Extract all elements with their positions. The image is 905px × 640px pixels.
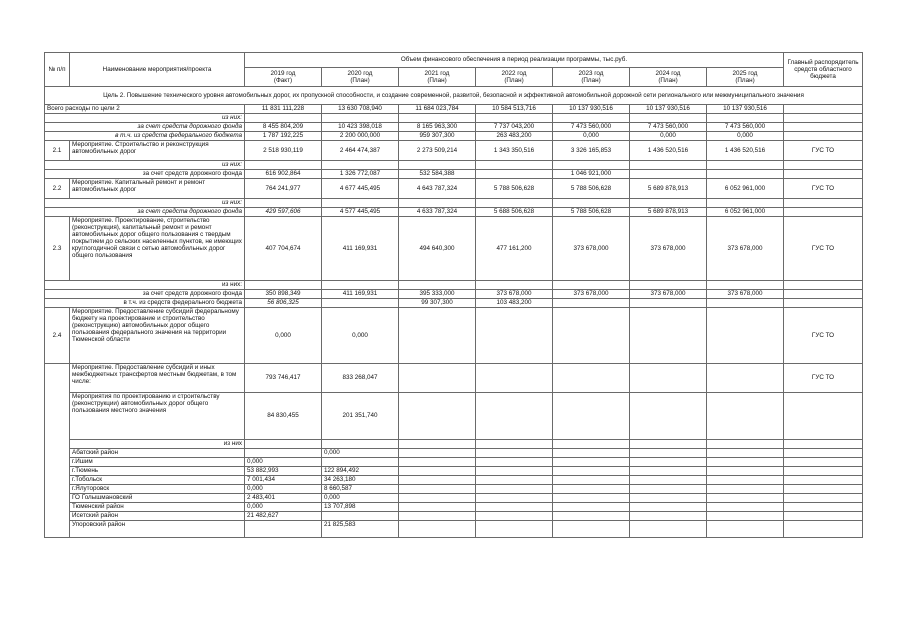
header-name: Наименование мероприятия/проекта bbox=[70, 53, 245, 87]
cell: 6 052 961,000 bbox=[707, 208, 784, 217]
header-row-1 bbox=[45, 53, 863, 68]
district-row bbox=[45, 521, 863, 538]
header-year: 2022 год (План) bbox=[476, 68, 553, 87]
cell: 2 518 930,119 bbox=[245, 141, 322, 161]
header-volume: Объем финансового обеспечения в период реализации программы, тыс.руб. bbox=[245, 53, 784, 68]
cell: 350 898,349 bbox=[245, 290, 322, 299]
cell: 21 825,583 bbox=[322, 521, 399, 538]
cell bbox=[553, 308, 630, 364]
table-row bbox=[45, 308, 863, 364]
cell: 0,000 bbox=[245, 458, 322, 467]
cell bbox=[553, 393, 630, 440]
row-label: за счет средств дорожного фонда bbox=[45, 170, 245, 179]
cell: 373 678,000 bbox=[630, 290, 707, 299]
cell bbox=[322, 512, 399, 521]
cell: 5 788 506,628 bbox=[553, 179, 630, 199]
row-label: из них: bbox=[45, 114, 245, 123]
table-row bbox=[45, 141, 863, 161]
cell: 10 137 930,516 bbox=[630, 105, 707, 114]
table-row bbox=[45, 440, 863, 449]
row-label: Мероприятие. Проектирование, строительство (реконструкция), капитальный ремонт и ремонт автомобильных дорог общего пользования с твердым покрытием до сельских населенных пунктов, не имеющих круглогодичной связи с сетью автомобильных дорог общего пользования bbox=[70, 217, 245, 281]
cell: 4 633 787,324 bbox=[399, 208, 476, 217]
cell: 10 423 398,018 bbox=[322, 123, 399, 132]
cell: 1 326 772,087 bbox=[322, 170, 399, 179]
cell: 10 137 930,516 bbox=[707, 105, 784, 114]
row-label: Мероприятие. Строительство и реконструкция автомобильных дорог bbox=[70, 141, 245, 161]
cell: 4 643 787,324 bbox=[399, 179, 476, 199]
cell: 5 689 878,913 bbox=[630, 179, 707, 199]
cell: 833 268,047 bbox=[322, 364, 399, 393]
cell: 4 577 445,495 bbox=[322, 208, 399, 217]
cell: 477 161,200 bbox=[476, 217, 553, 281]
cell bbox=[245, 521, 322, 538]
cell: 494 640,300 bbox=[399, 217, 476, 281]
header-year: 2025 год (План) bbox=[707, 68, 784, 87]
cell bbox=[476, 170, 553, 179]
cell: 2 483,401 bbox=[245, 494, 322, 503]
cell: 373 678,000 bbox=[553, 290, 630, 299]
table-row bbox=[45, 105, 863, 114]
header-year: 2020 год (План) bbox=[322, 68, 399, 87]
cell: 793 746,417 bbox=[245, 364, 322, 393]
district-name: Тюменский район bbox=[70, 503, 245, 512]
table-row bbox=[45, 364, 863, 393]
cell bbox=[630, 299, 707, 308]
cell bbox=[553, 299, 630, 308]
table-row bbox=[45, 290, 863, 299]
cell: 10 584 513,716 bbox=[476, 105, 553, 114]
cell: 11 684 023,784 bbox=[399, 105, 476, 114]
cell: 1 046 921,000 bbox=[553, 170, 630, 179]
cell: 5 689 878,913 bbox=[630, 208, 707, 217]
cell: 1 436 520,516 bbox=[630, 141, 707, 161]
cell: 373 678,000 bbox=[553, 217, 630, 281]
cell bbox=[476, 393, 553, 440]
cell: 1 343 350,516 bbox=[476, 141, 553, 161]
district-name: ГО Голышмановский bbox=[70, 494, 245, 503]
cell bbox=[707, 308, 784, 364]
row-label: за счет средств дорожного фонда bbox=[45, 290, 245, 299]
row-num: 2.2 bbox=[45, 179, 70, 199]
header-year: 2023 год (План) bbox=[553, 68, 630, 87]
cell: 0,000 bbox=[322, 449, 399, 458]
cell bbox=[784, 299, 863, 308]
cell bbox=[399, 364, 476, 393]
district-row bbox=[45, 476, 863, 485]
row-label: в т.ч. из средств федерального бюджета bbox=[45, 132, 245, 141]
cell bbox=[630, 170, 707, 179]
cell: 0,000 bbox=[245, 308, 322, 364]
cell: 84 830,455 bbox=[245, 393, 322, 440]
distributor-cell: ГУС ТО bbox=[784, 364, 863, 393]
table-row bbox=[45, 123, 863, 132]
cell bbox=[630, 393, 707, 440]
row-num bbox=[45, 364, 70, 393]
district-name: Исетский район bbox=[70, 512, 245, 521]
table-row bbox=[45, 132, 863, 141]
cell: 56 806,325 bbox=[245, 299, 322, 308]
header-num: № п/п bbox=[45, 53, 70, 87]
cell: 7 737 043,200 bbox=[476, 123, 553, 132]
cell: 8 660,587 bbox=[322, 485, 399, 494]
district-name: Абатский район bbox=[70, 449, 245, 458]
cell: 122 894,492 bbox=[322, 467, 399, 476]
cell: 0,000 bbox=[322, 308, 399, 364]
district-name: г.Ишим bbox=[70, 458, 245, 467]
cell bbox=[630, 364, 707, 393]
cell: 10 137 930,516 bbox=[553, 105, 630, 114]
cell: 8 455 804,209 bbox=[245, 123, 322, 132]
row-label: Мероприятие. Капитальный ремонт и ремонт автомобильных дорог bbox=[70, 179, 245, 199]
row-label: из них: bbox=[45, 161, 245, 170]
header-year: 2021 год (План) bbox=[399, 68, 476, 87]
cell bbox=[784, 105, 863, 114]
district-name: г.Тюмень bbox=[70, 467, 245, 476]
cell: 373 678,000 bbox=[476, 290, 553, 299]
district-row bbox=[45, 485, 863, 494]
table-row bbox=[45, 299, 863, 308]
cell: 0,000 bbox=[630, 132, 707, 141]
cell bbox=[322, 458, 399, 467]
cell bbox=[784, 132, 863, 141]
cell: 616 902,864 bbox=[245, 170, 322, 179]
cell bbox=[784, 170, 863, 179]
cell: 99 307,300 bbox=[399, 299, 476, 308]
row-num: 2.3 bbox=[45, 217, 70, 281]
cell bbox=[784, 208, 863, 217]
cell: 7 473 560,000 bbox=[707, 123, 784, 132]
cell: 7 001,434 bbox=[245, 476, 322, 485]
cell bbox=[476, 364, 553, 393]
row-num: 2.4 bbox=[45, 308, 70, 364]
cell: 411 169,931 bbox=[322, 217, 399, 281]
district-row bbox=[45, 494, 863, 503]
cell bbox=[707, 393, 784, 440]
cell: 959 307,300 bbox=[399, 132, 476, 141]
cell: 4 677 445,495 bbox=[322, 179, 399, 199]
cell: 0,000 bbox=[245, 485, 322, 494]
cell bbox=[707, 170, 784, 179]
cell: 5 688 506,628 bbox=[476, 208, 553, 217]
cell: 429 597,606 bbox=[245, 208, 322, 217]
cell: 103 483,200 bbox=[476, 299, 553, 308]
cell: 373 678,000 bbox=[707, 217, 784, 281]
cell bbox=[245, 449, 322, 458]
cell bbox=[784, 123, 863, 132]
cell: 53 882,993 bbox=[245, 467, 322, 476]
cell: 0,000 bbox=[553, 132, 630, 141]
cell: 1 436 520,516 bbox=[707, 141, 784, 161]
cell: 2 273 509,214 bbox=[399, 141, 476, 161]
cell bbox=[399, 393, 476, 440]
cell: 263 483,200 bbox=[476, 132, 553, 141]
cell: 5 788 506,628 bbox=[476, 179, 553, 199]
cell: 407 704,674 bbox=[245, 217, 322, 281]
cell: 411 169,931 bbox=[322, 290, 399, 299]
district-name: г.Тобольск bbox=[70, 476, 245, 485]
distributor-cell: ГУС ТО bbox=[784, 179, 863, 199]
cell bbox=[630, 308, 707, 364]
table-row bbox=[45, 114, 863, 123]
cell bbox=[476, 308, 553, 364]
cell: 7 473 560,000 bbox=[553, 123, 630, 132]
cell: 0,000 bbox=[707, 132, 784, 141]
cell: 3 326 165,853 bbox=[553, 141, 630, 161]
goal-text: Цель 2. Повышение технического уровня автомобильных дорог, их пропускной способности, и создание современной, развитой, безопасной и эффективной автомобильной дорожной сети регионального или межмуниципального значения bbox=[45, 87, 863, 105]
table-row bbox=[45, 161, 863, 170]
cell: 532 584,388 bbox=[399, 170, 476, 179]
district-row bbox=[45, 449, 863, 458]
cell bbox=[784, 290, 863, 299]
table-row bbox=[45, 217, 863, 281]
row-num bbox=[45, 393, 70, 440]
cell: 1 787 192,225 bbox=[245, 132, 322, 141]
cell: 11 831 111,228 bbox=[245, 105, 322, 114]
cell bbox=[707, 364, 784, 393]
distributor-cell: ГУС ТО bbox=[784, 308, 863, 364]
cell: 5 788 506,628 bbox=[553, 208, 630, 217]
cell: 13 707,898 bbox=[322, 503, 399, 512]
cell: 8 165 963,300 bbox=[399, 123, 476, 132]
cell: 395 333,000 bbox=[399, 290, 476, 299]
table-row bbox=[45, 199, 863, 208]
cell: 34 263,180 bbox=[322, 476, 399, 485]
header-year: 2019 год (Факт) bbox=[245, 68, 322, 87]
cell: 7 473 560,000 bbox=[630, 123, 707, 132]
table-row bbox=[45, 170, 863, 179]
cell: 0,000 bbox=[322, 494, 399, 503]
cell: 2 464 474,387 bbox=[322, 141, 399, 161]
row-label: из них: bbox=[45, 199, 245, 208]
cell: 21 482,627 bbox=[245, 512, 322, 521]
cell: 373 678,000 bbox=[630, 217, 707, 281]
district-row bbox=[45, 512, 863, 521]
cell: 764 241,977 bbox=[245, 179, 322, 199]
row-label: из них bbox=[70, 440, 245, 449]
cell bbox=[399, 308, 476, 364]
district-name: г.Ялуторовск bbox=[70, 485, 245, 494]
district-row bbox=[45, 467, 863, 476]
table-row bbox=[45, 179, 863, 199]
table-row bbox=[45, 393, 863, 440]
cell: 2 200 000,000 bbox=[322, 132, 399, 141]
district-row bbox=[45, 503, 863, 512]
budget-table-sheet bbox=[44, 52, 862, 538]
district-row bbox=[45, 458, 863, 467]
table-row bbox=[45, 281, 863, 290]
row-label: за счет средств дорожного фонда bbox=[45, 208, 245, 217]
cell: 6 052 961,000 bbox=[707, 179, 784, 199]
cell bbox=[553, 364, 630, 393]
cell bbox=[784, 393, 863, 440]
goal-row bbox=[45, 87, 863, 105]
cell: 0,000 bbox=[245, 503, 322, 512]
row-label: в т.ч. из средств федерального бюджета bbox=[45, 299, 245, 308]
distributor-cell: ГУС ТО bbox=[784, 217, 863, 281]
row-label: Мероприятие. Предоставление субсидий и иных межбюджетных трансфертов местным бюджетам, в том числе: bbox=[70, 364, 245, 393]
budget-table bbox=[44, 52, 863, 538]
distributor-cell: ГУС ТО bbox=[784, 141, 863, 161]
row-label: за счет средств дорожного фонда bbox=[45, 123, 245, 132]
table-row bbox=[45, 208, 863, 217]
row-label: из них: bbox=[45, 281, 245, 290]
cell bbox=[322, 299, 399, 308]
row-label: Мероприятие. Предоставление субсидий федеральному бюджету на проектирование и строительство (реконструкцию) автомобильных дорог общего пользования федерального значения на территории Тюменской области bbox=[70, 308, 245, 364]
row-num: 2.1 bbox=[45, 141, 70, 161]
row-label: Всего расходы по цели 2 bbox=[45, 105, 245, 114]
row-label: Мероприятия по проектированию и строительству (реконструкции) автомобильных дорог общего пользования местного значения bbox=[70, 393, 245, 440]
cell: 373 678,000 bbox=[707, 290, 784, 299]
cell: 13 630 708,940 bbox=[322, 105, 399, 114]
cell: 201 351,740 bbox=[322, 393, 399, 440]
header-distributor: Главный распорядитель средств областного бюджета bbox=[784, 53, 863, 87]
cell bbox=[707, 299, 784, 308]
header-year: 2024 год (План) bbox=[630, 68, 707, 87]
district-name: Упоровский район bbox=[70, 521, 245, 538]
